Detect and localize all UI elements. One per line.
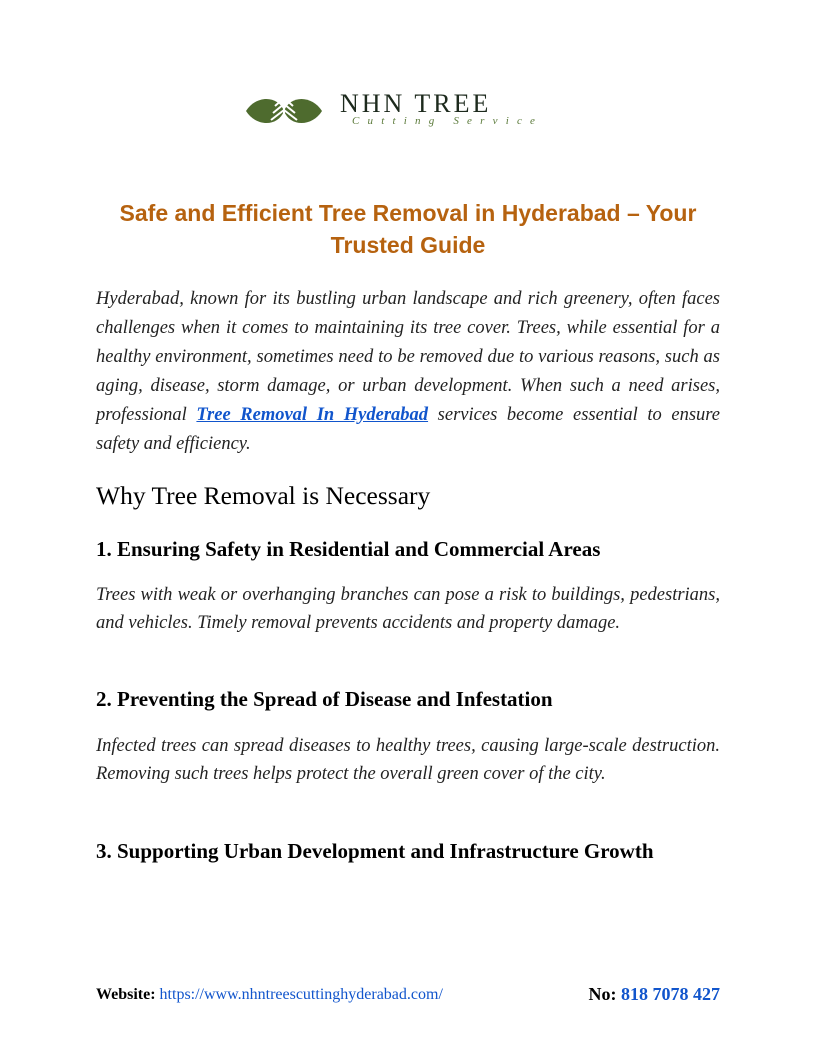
website-link[interactable]: https://www.nhntreescuttinghyderabad.com/	[159, 986, 443, 1003]
section-heading: Why Tree Removal is Necessary	[96, 481, 431, 510]
intro-text-after-link: services become essential to ensure safety and efficiency.	[96, 405, 721, 454]
page-footer	[96, 983, 720, 1007]
subheading-disease: 2. Preventing the Spread of Disease and Infestation	[96, 687, 553, 711]
logo-name: NHN TREE	[340, 89, 492, 118]
intro-text-before-link: Hyderabad, known for its bustling urban landscape and rich greenery, often faces challenges when it comes to maintaining its tree cover. Trees, while essential for a healthy environment, sometimes need to be removed due to various reasons, such as aging, disease, storm damage, or urban development. When such a need arises, professional	[96, 289, 720, 425]
logo-tagline: Cutting Service	[352, 115, 544, 127]
phone-number[interactable]: 818 7078 427	[621, 984, 720, 1004]
tree-removal-link[interactable]: Tree Removal In Hyderabad	[196, 405, 429, 425]
phone-label: No:	[588, 984, 617, 1004]
intro-paragraph	[96, 285, 720, 459]
document-title: Safe and Efficient Tree Removal in Hyderabad – Your Trusted Guide	[119, 200, 697, 258]
website-label: Website:	[96, 986, 156, 1003]
footer-website	[96, 983, 443, 1007]
tree-leaf-logo-icon	[244, 92, 324, 130]
subheading-urban-development: 3. Supporting Urban Development and Infrastructure Growth	[96, 839, 654, 863]
subheading-safety: 1. Ensuring Safety in Residential and Commercial Areas	[96, 537, 601, 561]
paragraph-disease: Infected trees can spread diseases to healthy trees, causing large-scale destruction. Removing such trees helps protect the overall green cover of the city.	[96, 736, 720, 784]
footer-phone	[589, 982, 721, 1006]
company-logo	[244, 89, 594, 130]
paragraph-safety: Trees with weak or overhanging branches can pose a risk to buildings, pedestrians, and vehicles. Timely removal prevents accidents and property damage.	[96, 585, 720, 633]
